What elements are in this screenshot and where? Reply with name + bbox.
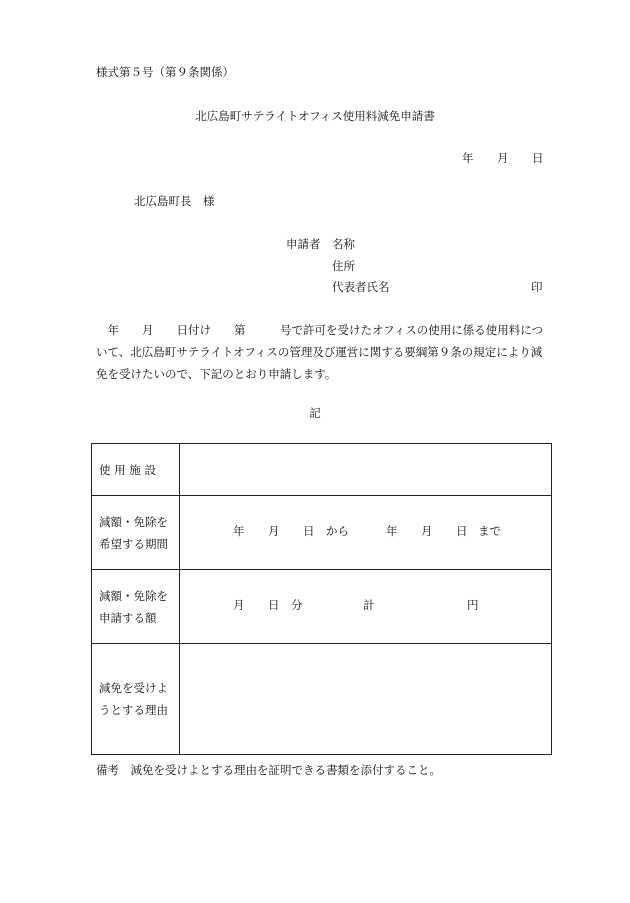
- amount-total: 計: [363, 597, 375, 612]
- amount-day: 日: [268, 597, 280, 612]
- amount-line: [180, 597, 551, 617]
- statement-line-1: 年 月 日付け 第 号で許可を受けたオフィスの使用に係る使用料につ: [96, 323, 544, 337]
- table-row-facility: [92, 444, 552, 496]
- period-line: [180, 523, 551, 543]
- applicant-representative-label: 代表者氏名: [332, 280, 390, 294]
- facility-label: 使 用 施 設: [92, 444, 180, 496]
- table-row-amount: [92, 570, 552, 644]
- period-to-month: 月: [421, 523, 433, 538]
- ki-heading: 記: [309, 406, 321, 420]
- date-day: 日: [532, 151, 544, 165]
- form-number: 様式第５号（第９条関係）: [96, 65, 234, 79]
- document-title: 北広島町サテライトオフィス使用料減免申請書: [195, 109, 435, 123]
- period-from-year: 年: [233, 523, 245, 538]
- amount-month: 月: [233, 597, 245, 612]
- remarks-note: 備考 減免を受けよとする理由を証明できる書類を添付すること。: [96, 763, 441, 777]
- period-until-word: まで: [478, 523, 501, 538]
- facility-value-cell[interactable]: [180, 444, 552, 496]
- amount-label: 減額・免除を 申請する額: [92, 570, 180, 644]
- application-statement: [96, 319, 543, 385]
- table-row-period: [92, 496, 552, 570]
- period-to-year: 年: [386, 523, 398, 538]
- applicant-label: 申請者: [286, 237, 321, 251]
- application-table: [91, 443, 552, 755]
- amount-value-cell[interactable]: [180, 570, 552, 644]
- statement-line-2: いて、北広島町サテライトオフィスの管理及び運営に関する要綱第９条の規定により減: [96, 345, 543, 359]
- reason-label: 減免を受けよ うとする理由: [92, 644, 180, 755]
- period-from-month: 月: [268, 523, 280, 538]
- period-value-cell[interactable]: [180, 496, 552, 570]
- addressee: 北広島町長 様: [134, 194, 215, 208]
- period-label: 減額・免除を 希望する期間: [92, 496, 180, 570]
- reason-value-cell[interactable]: [180, 644, 552, 755]
- applicant-address-label: 住所: [332, 259, 355, 273]
- period-to-day: 日: [456, 523, 468, 538]
- date-month: 月: [497, 151, 509, 165]
- seal-mark: 印: [531, 280, 543, 294]
- statement-line-3: 免を受けたいので、下記のとおり申請します。: [96, 367, 337, 381]
- table-row-reason: [92, 644, 552, 755]
- date-year: 年: [462, 151, 474, 165]
- period-from-day: 日: [303, 523, 315, 538]
- period-from-word: から: [326, 523, 349, 538]
- applicant-name-label: 名称: [332, 237, 355, 251]
- amount-portion: 分: [291, 597, 303, 612]
- amount-yen: 円: [467, 597, 479, 612]
